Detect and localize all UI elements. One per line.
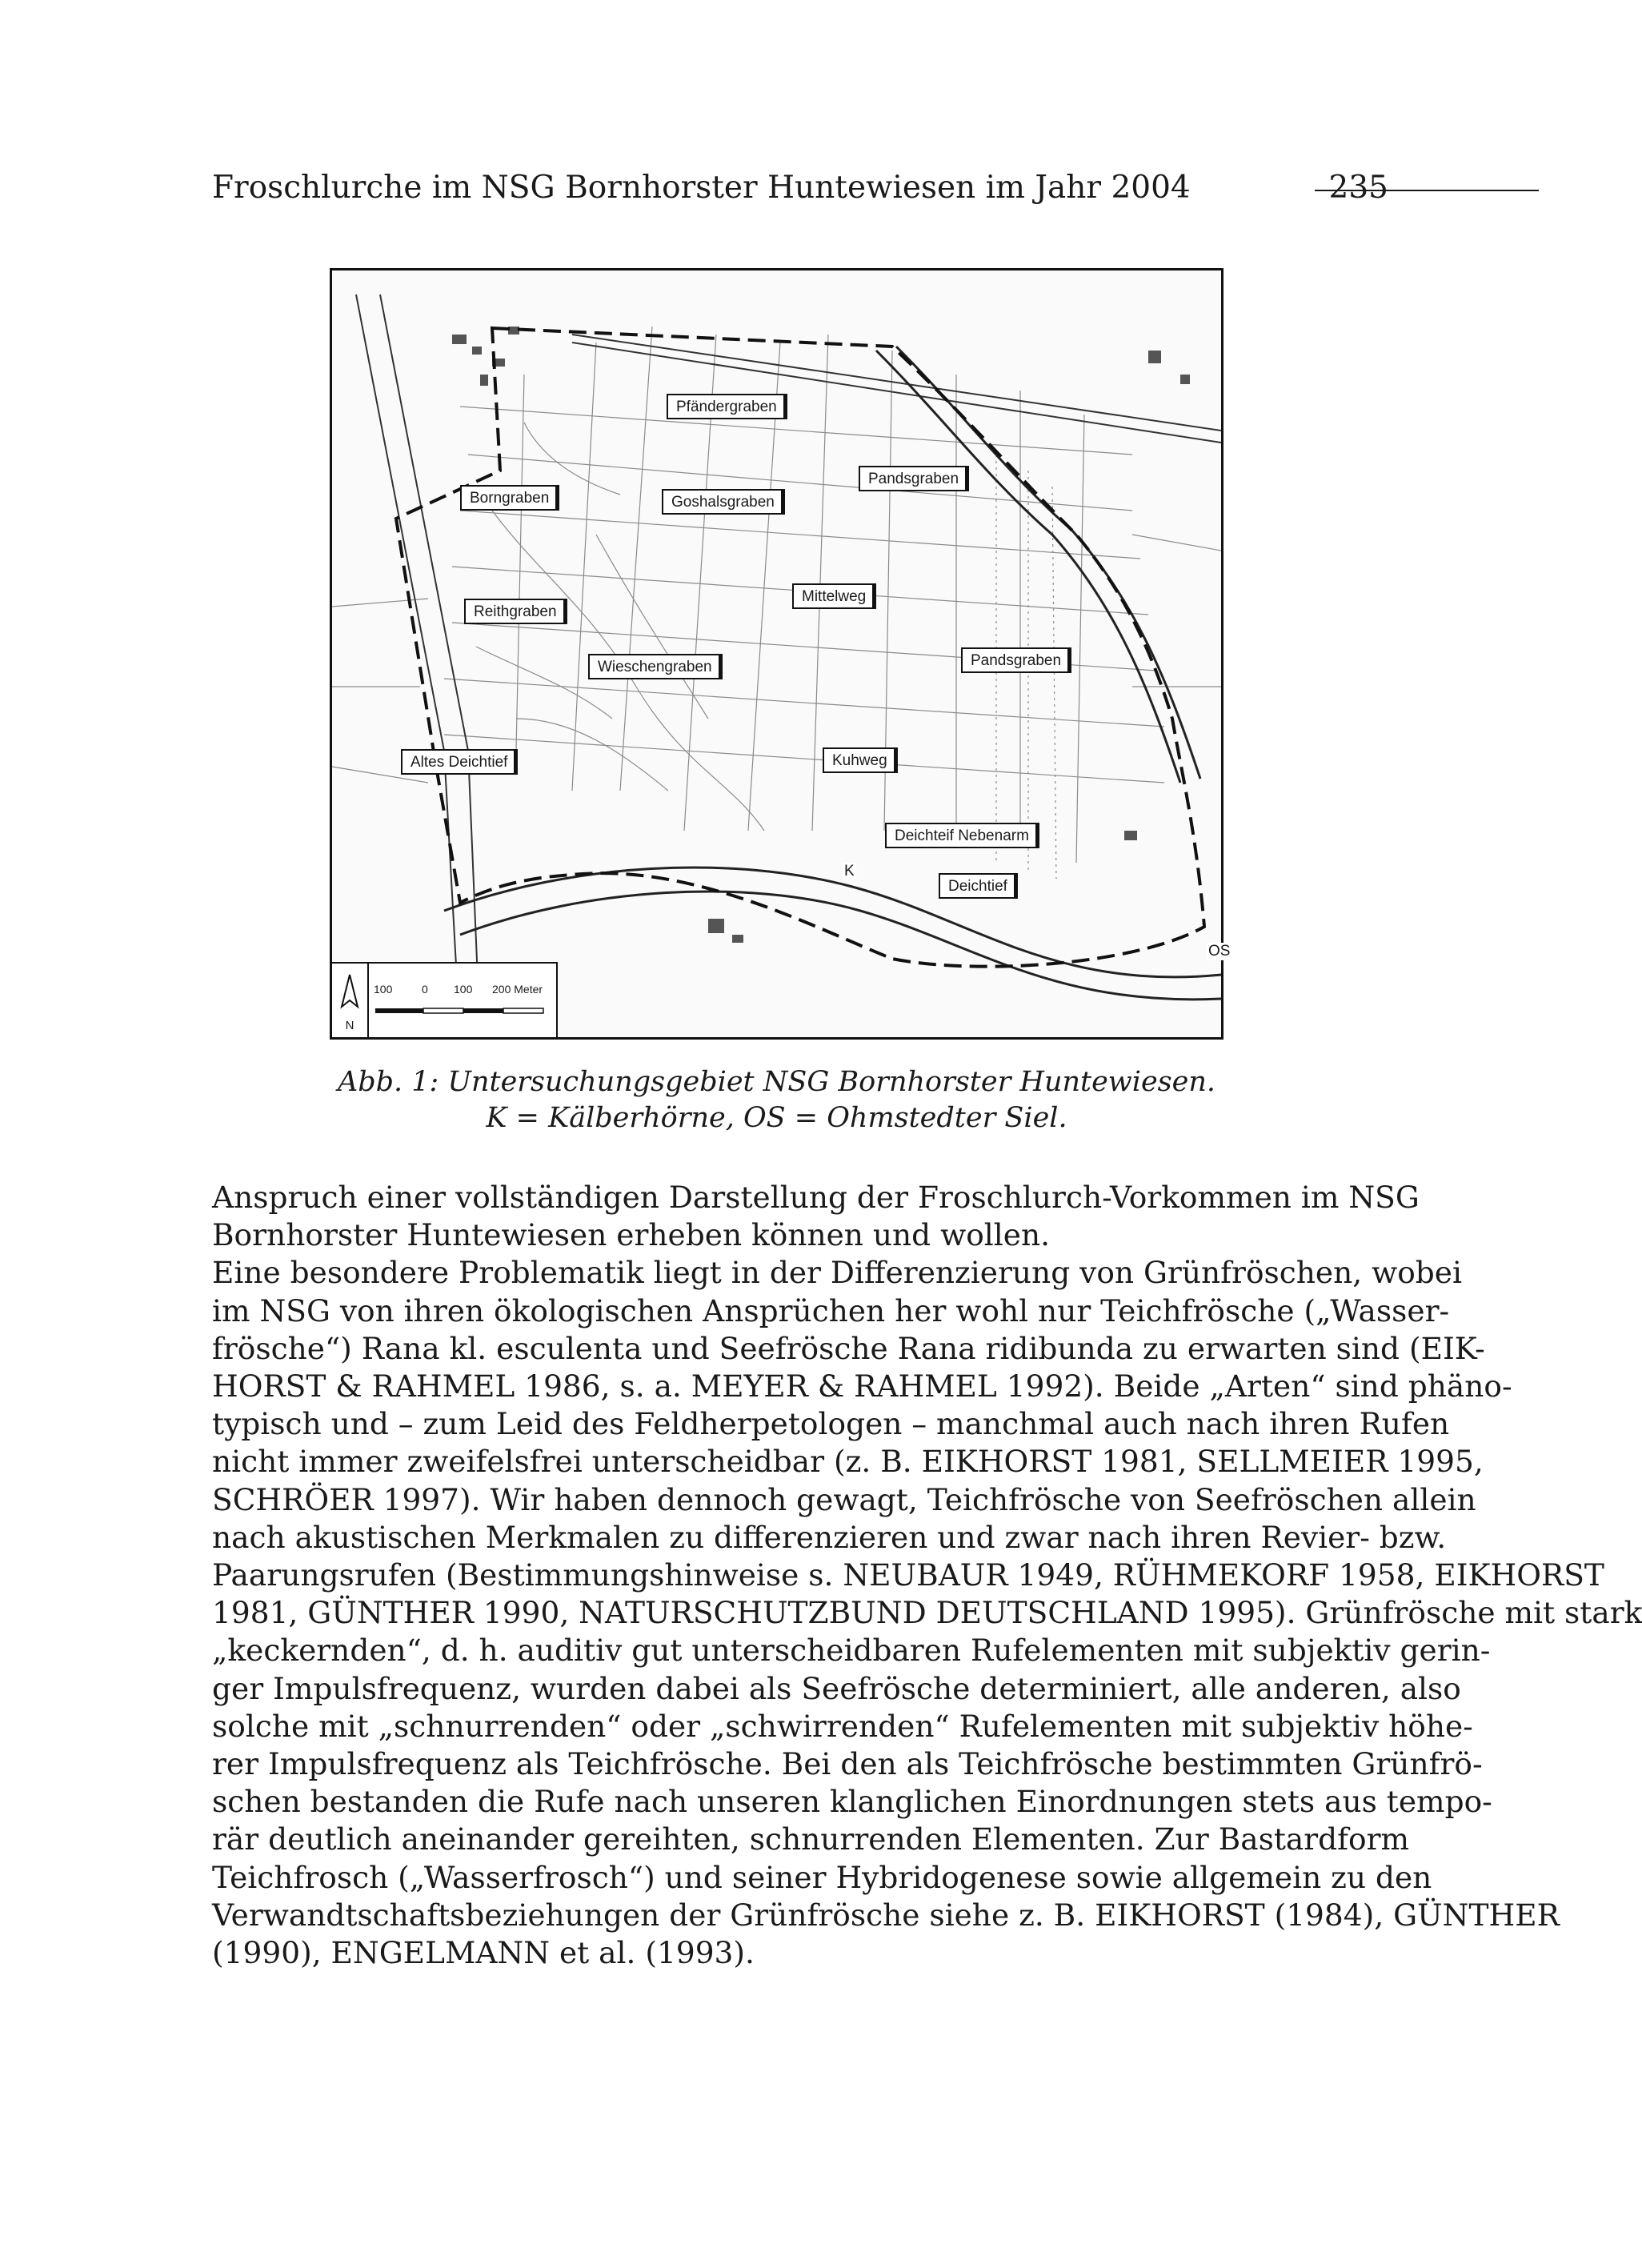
running-title: Froschlurche im NSG Bornhorster Huntewiesen im Jahr 2004 [212,170,1191,206]
map-label-wieschengraben: Wieschengraben [588,654,723,679]
text-line: Teichfrosch („Wasserfrosch“) und seiner Hybridogenese sowie allgemein zu den [212,1859,1432,1895]
map-label-deichtief: Deichtief [939,873,1018,899]
scale-label-0: 0 [422,983,428,996]
body-text [212,1179,1642,1972]
text-line: Paarungsrufen (Bestimmungshinweise s. NEUBAUR 1949, RÜHMEKORF 1958, EIKHORST [212,1557,1604,1593]
map-marker-k: K [844,863,855,880]
text-line: HORST & RAHMEL 1986, s. a. MEYER & RAHMEL 1992). Beide „Arten“ sind phäno- [212,1368,1512,1404]
map-marker-os: OS [1208,943,1231,960]
caption-line-1: Abb. 1: Untersuchungsgebiet NSG Bornhorster Huntewiesen. [337,1066,1216,1098]
text-line: solche mit „schnurrenden“ oder „schwirrenden“ Rufelementen mit subjektiv höhe- [212,1708,1473,1744]
paragraph-2 [212,1254,1642,1972]
north-label: N [345,1019,354,1032]
map-drawing [332,270,1221,1037]
nsg-boundary [396,328,1204,967]
text-line: im NSG von ihren ökologischen Ansprüchen her wohl nur Teichfrösche („Wasser- [212,1292,1450,1328]
text-line: frösche“) Rana kl. esculenta und Seefrösche Rana ridibunda zu erwarten sind (EIK- [212,1330,1485,1366]
text-line: Anspruch einer vollständigen Darstellung der Froschlurch-Vorkommen im NSG [212,1180,1420,1215]
map-label-altes-deichtief: Altes Deichtief [401,749,518,775]
text-line: rer Impulsfrequenz als Teichfrösche. Bei den als Teichfrösche bestimmten Grünfrö- [212,1746,1483,1782]
scale-label-100-left: 100 [374,983,393,996]
scale-bar [375,1004,567,1020]
scale-label-200: 200 Meter [492,983,543,996]
text-line: ger Impulsfrequenz, wurden dabei als Seefrösche determiniert, alle anderen, also [212,1670,1461,1706]
paragraph-1 [212,1179,1420,1254]
text-line: typisch und – zum Leid des Feldherpetologen – manchmal auch nach ihren Rufen [212,1406,1450,1442]
caption-line-2: K = Kälberhörne, OS = Ohmstedter Siel. [486,1102,1067,1134]
text-line: nach akustischen Merkmalen zu differenzieren und zwar nach ihren Revier- bzw. [212,1519,1447,1555]
figure-caption [330,1064,1223,1136]
text-line: nicht immer zweifelsfrei unterscheidbar (z. B. EIKHORST 1981, SELLMEIER 1995, [212,1444,1484,1480]
text-line: SCHRÖER 1997). Wir haben dennoch gewagt, Teichfrösche von Seefröschen allein [212,1481,1476,1517]
text-line: Eine besondere Problematik liegt in der Differenzierung von Grünfröschen, wobei [212,1255,1462,1291]
text-line: schen bestanden die Rufe nach unseren klanglichen Einordnungen stets aus tempo- [212,1784,1492,1820]
map-label-pfaendergraben: Pfändergraben [667,394,787,419]
north-arrow [332,964,369,1037]
map-label-kuhweg: Kuhweg [823,747,898,773]
map-label-deichteif-nebenarm: Deichteif Nebenarm [885,823,1039,848]
map-label-pandsgraben-1: Pandsgraben [859,466,969,491]
map-label-goshalsgraben: Goshalsgraben [662,489,785,515]
text-line: 1981, GÜNTHER 1990, NATURSCHUTZBUND DEUTSCHLAND 1995). Grünfrösche mit stark [212,1595,1642,1631]
map-label-borngraben: Borngraben [460,485,559,511]
text-line: (1990), ENGELMANN et al. (1993). [212,1935,755,1971]
running-head [212,164,1388,212]
map-figure [330,268,1231,1040]
map-label-mittelweg: Mittelweg [792,583,876,609]
page-number: 235 [1328,170,1388,206]
text-line: rär deutlich aneinander gereihten, schnurrenden Elementen. Zur Bastardform [212,1821,1410,1857]
text-line: Bornhorster Huntewiesen erheben können und wollen. [212,1217,1051,1253]
map-legend [332,962,558,1037]
map-label-pandsgraben-2: Pandsgraben [961,647,1071,673]
text-line: „keckernden“, d. h. auditiv gut unterscheidbaren Rufelementen mit subjektiv gerin- [212,1633,1491,1669]
text-line: Verwandtschaftsbeziehungen der Grünfrösche siehe z. B. EIKHORST (1984), GÜNTHER [212,1897,1560,1933]
map-label-reithgraben: Reithgraben [464,599,567,624]
scale-label-100: 100 [454,983,473,996]
